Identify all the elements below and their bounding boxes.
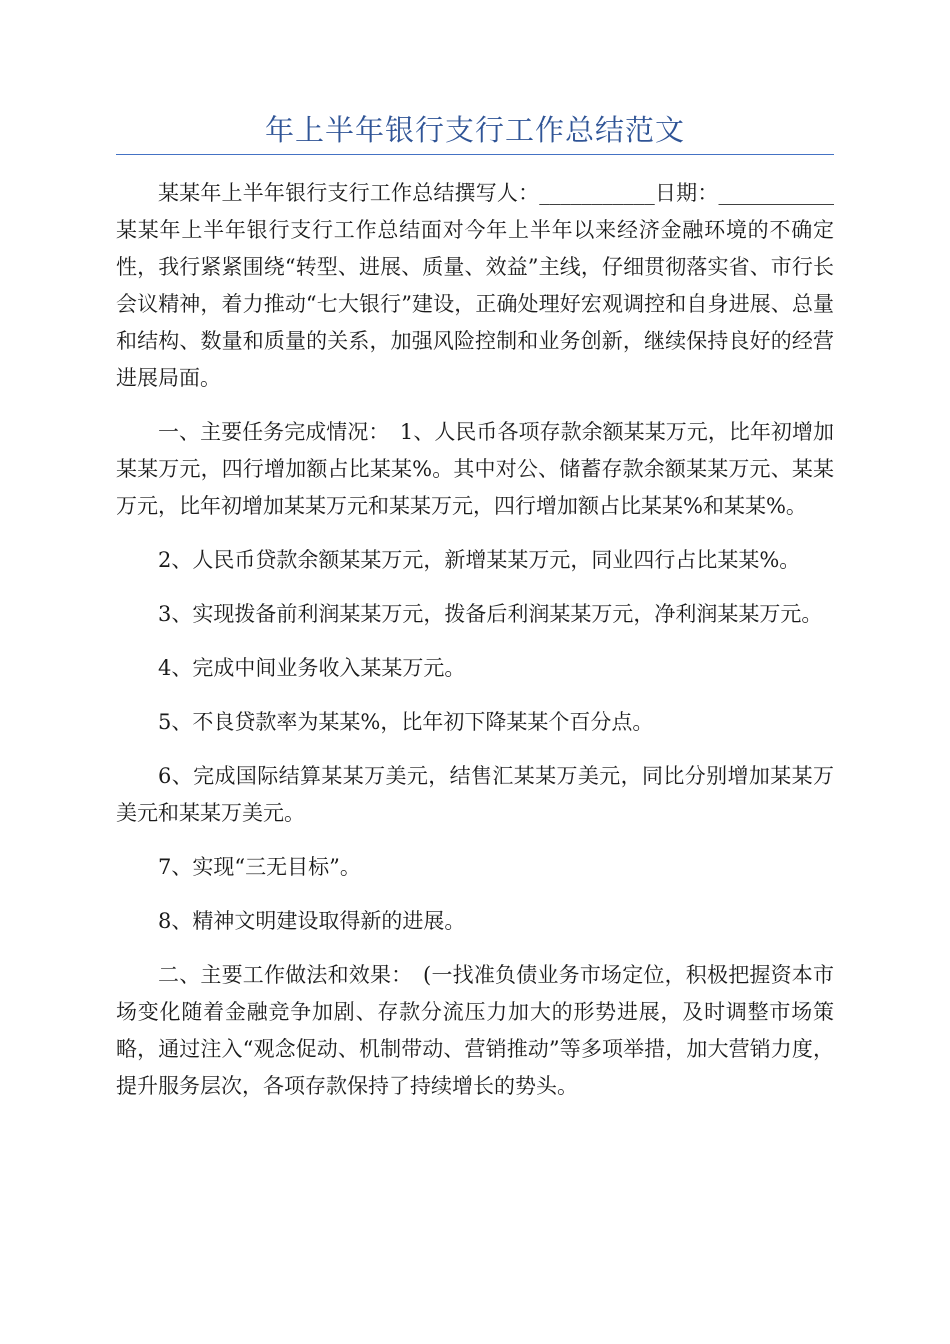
paragraph-item-5: 5、不良贷款率为某某%，比年初下降某某个百分点。	[158, 710, 654, 734]
paragraph-item-3: 3、实现拨备前利润某某万元，拨备后利润某某万元，净利润某某万元。	[158, 602, 823, 626]
document-title: 年上半年银行支行工作总结范文	[264, 113, 685, 147]
title-underline	[116, 154, 834, 155]
document-body	[116, 175, 834, 1122]
paragraph-section-1: 一、主要任务完成情况： 1、人民币各项存款余额某某万元，比年初增加某某万元，四行增加额占比某某%。其中对公、储蓄存款余额某某万元、某某万元，比年初增加某某万元和某某万元，四行增加额占比某某%和某某%。	[116, 420, 834, 518]
paragraph-item-8: 8、精神文明建设取得新的进展。	[158, 909, 466, 933]
paragraph-intro: 某某年上半年银行支行工作总结撰写人：___________日期：___________某某年上半年银行支行工作总结面对今年上半年以来经济金融环境的不确定性，我行紧紧围绕“转型、进展、质量、效益”主线，仔细贯彻落实省、市行长会议精神，着力推动“七大银行”建设，正确处理好宏观调控和自身进展、总量和结构、数量和质量的关系，加强风险控制和业务创新，继续保持良好的经营进展局面。	[116, 181, 834, 390]
paragraph-item-4: 4、完成中间业务收入某某万元。	[158, 656, 466, 680]
paragraph-section-2: 二、主要工作做法和效果： (一找准负债业务市场定位，积极把握资本市场变化随着金融竞争加剧、存款分流压力加大的形势进展，及时调整市场策略，通过注入“观念促动、机制带动、营销推动”等多项举措，加大营销力度，提升服务层次，各项存款保持了持续增长的势头。	[116, 963, 834, 1098]
paragraph-item-7: 7、实现“三无目标”。	[158, 855, 361, 879]
paragraph-item-2: 2、人民币贷款余额某某万元，新增某某万元，同业四行占比某某%。	[158, 548, 801, 572]
paragraph-item-6: 6、完成国际结算某某万美元，结售汇某某万美元，同比分别增加某某万美元和某某万美元。	[116, 764, 834, 825]
